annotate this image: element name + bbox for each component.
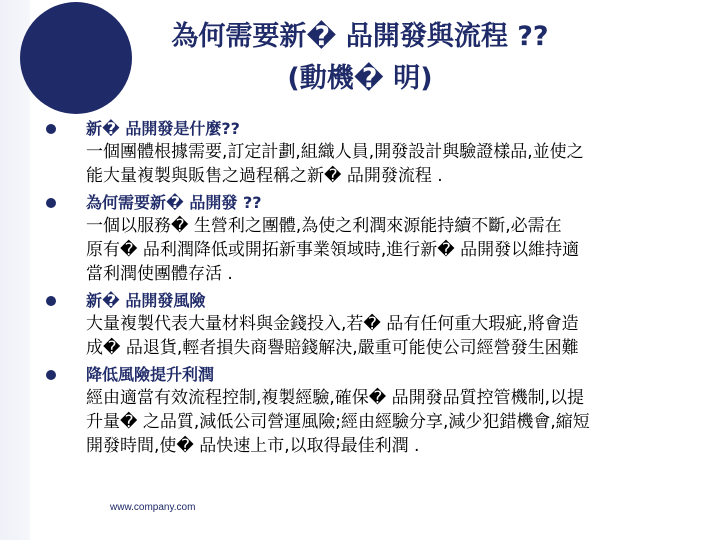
- bullet-item-risk: [50, 290, 670, 360]
- decorative-circle: [20, 2, 132, 114]
- bullet-heading: 新� 品開發風險: [86, 291, 206, 310]
- bullet-heading: 降低風險提升利潤: [86, 365, 215, 384]
- title-line-1: 為何需要新� 品開發與流程 ??: [171, 21, 549, 52]
- title-line-2: (動機� 明): [287, 63, 433, 94]
- footer-url: www.company.com: [110, 502, 196, 513]
- bullet-item-definition: [50, 118, 670, 188]
- slide-title: [140, 16, 580, 100]
- bullet-body: 大量複製代表大量材料與金錢投入,若� 品有任何重大瑕疵,將會造 成� 品退貨,輕者損失商譽賠錢解決,嚴重可能使公司經營發生困難: [86, 314, 579, 358]
- bullet-heading: 為何需要新� 品開發 ??: [86, 193, 262, 212]
- bullet-dot-icon: [46, 370, 56, 380]
- bullet-item-reduce-risk: [50, 364, 670, 458]
- bullet-dot-icon: [46, 124, 56, 134]
- bullet-body: 一個以服務� 生營利之團體,為使之利潤來源能持續不斷,必需在 原有� 品利潤降低或開拓新事業領域時,進行新� 品開發以維持適 當利潤使團體存活 .: [86, 216, 580, 284]
- bullet-dot-icon: [46, 296, 56, 306]
- bullet-list: [50, 118, 670, 458]
- bullet-heading: 新� 品開發是什麼??: [86, 119, 240, 138]
- bullet-item-why: [50, 192, 670, 286]
- bullet-body: 一個團體根據需要,訂定計劃,組織人員,開發設計與驗證樣品,並使之 能大量複製與販售之過程稱之新� 品開發流程 .: [86, 142, 584, 186]
- bullet-dot-icon: [46, 198, 56, 208]
- bullet-body: 經由適當有效流程控制,複製經驗,確保� 品開發品質控管機制,以提 升量� 之品質,減低公司營運風險;經由經驗分享,減少犯錯機會,縮短 開發時間,使� 品快速上市,以取得最佳利潤 .: [86, 388, 590, 456]
